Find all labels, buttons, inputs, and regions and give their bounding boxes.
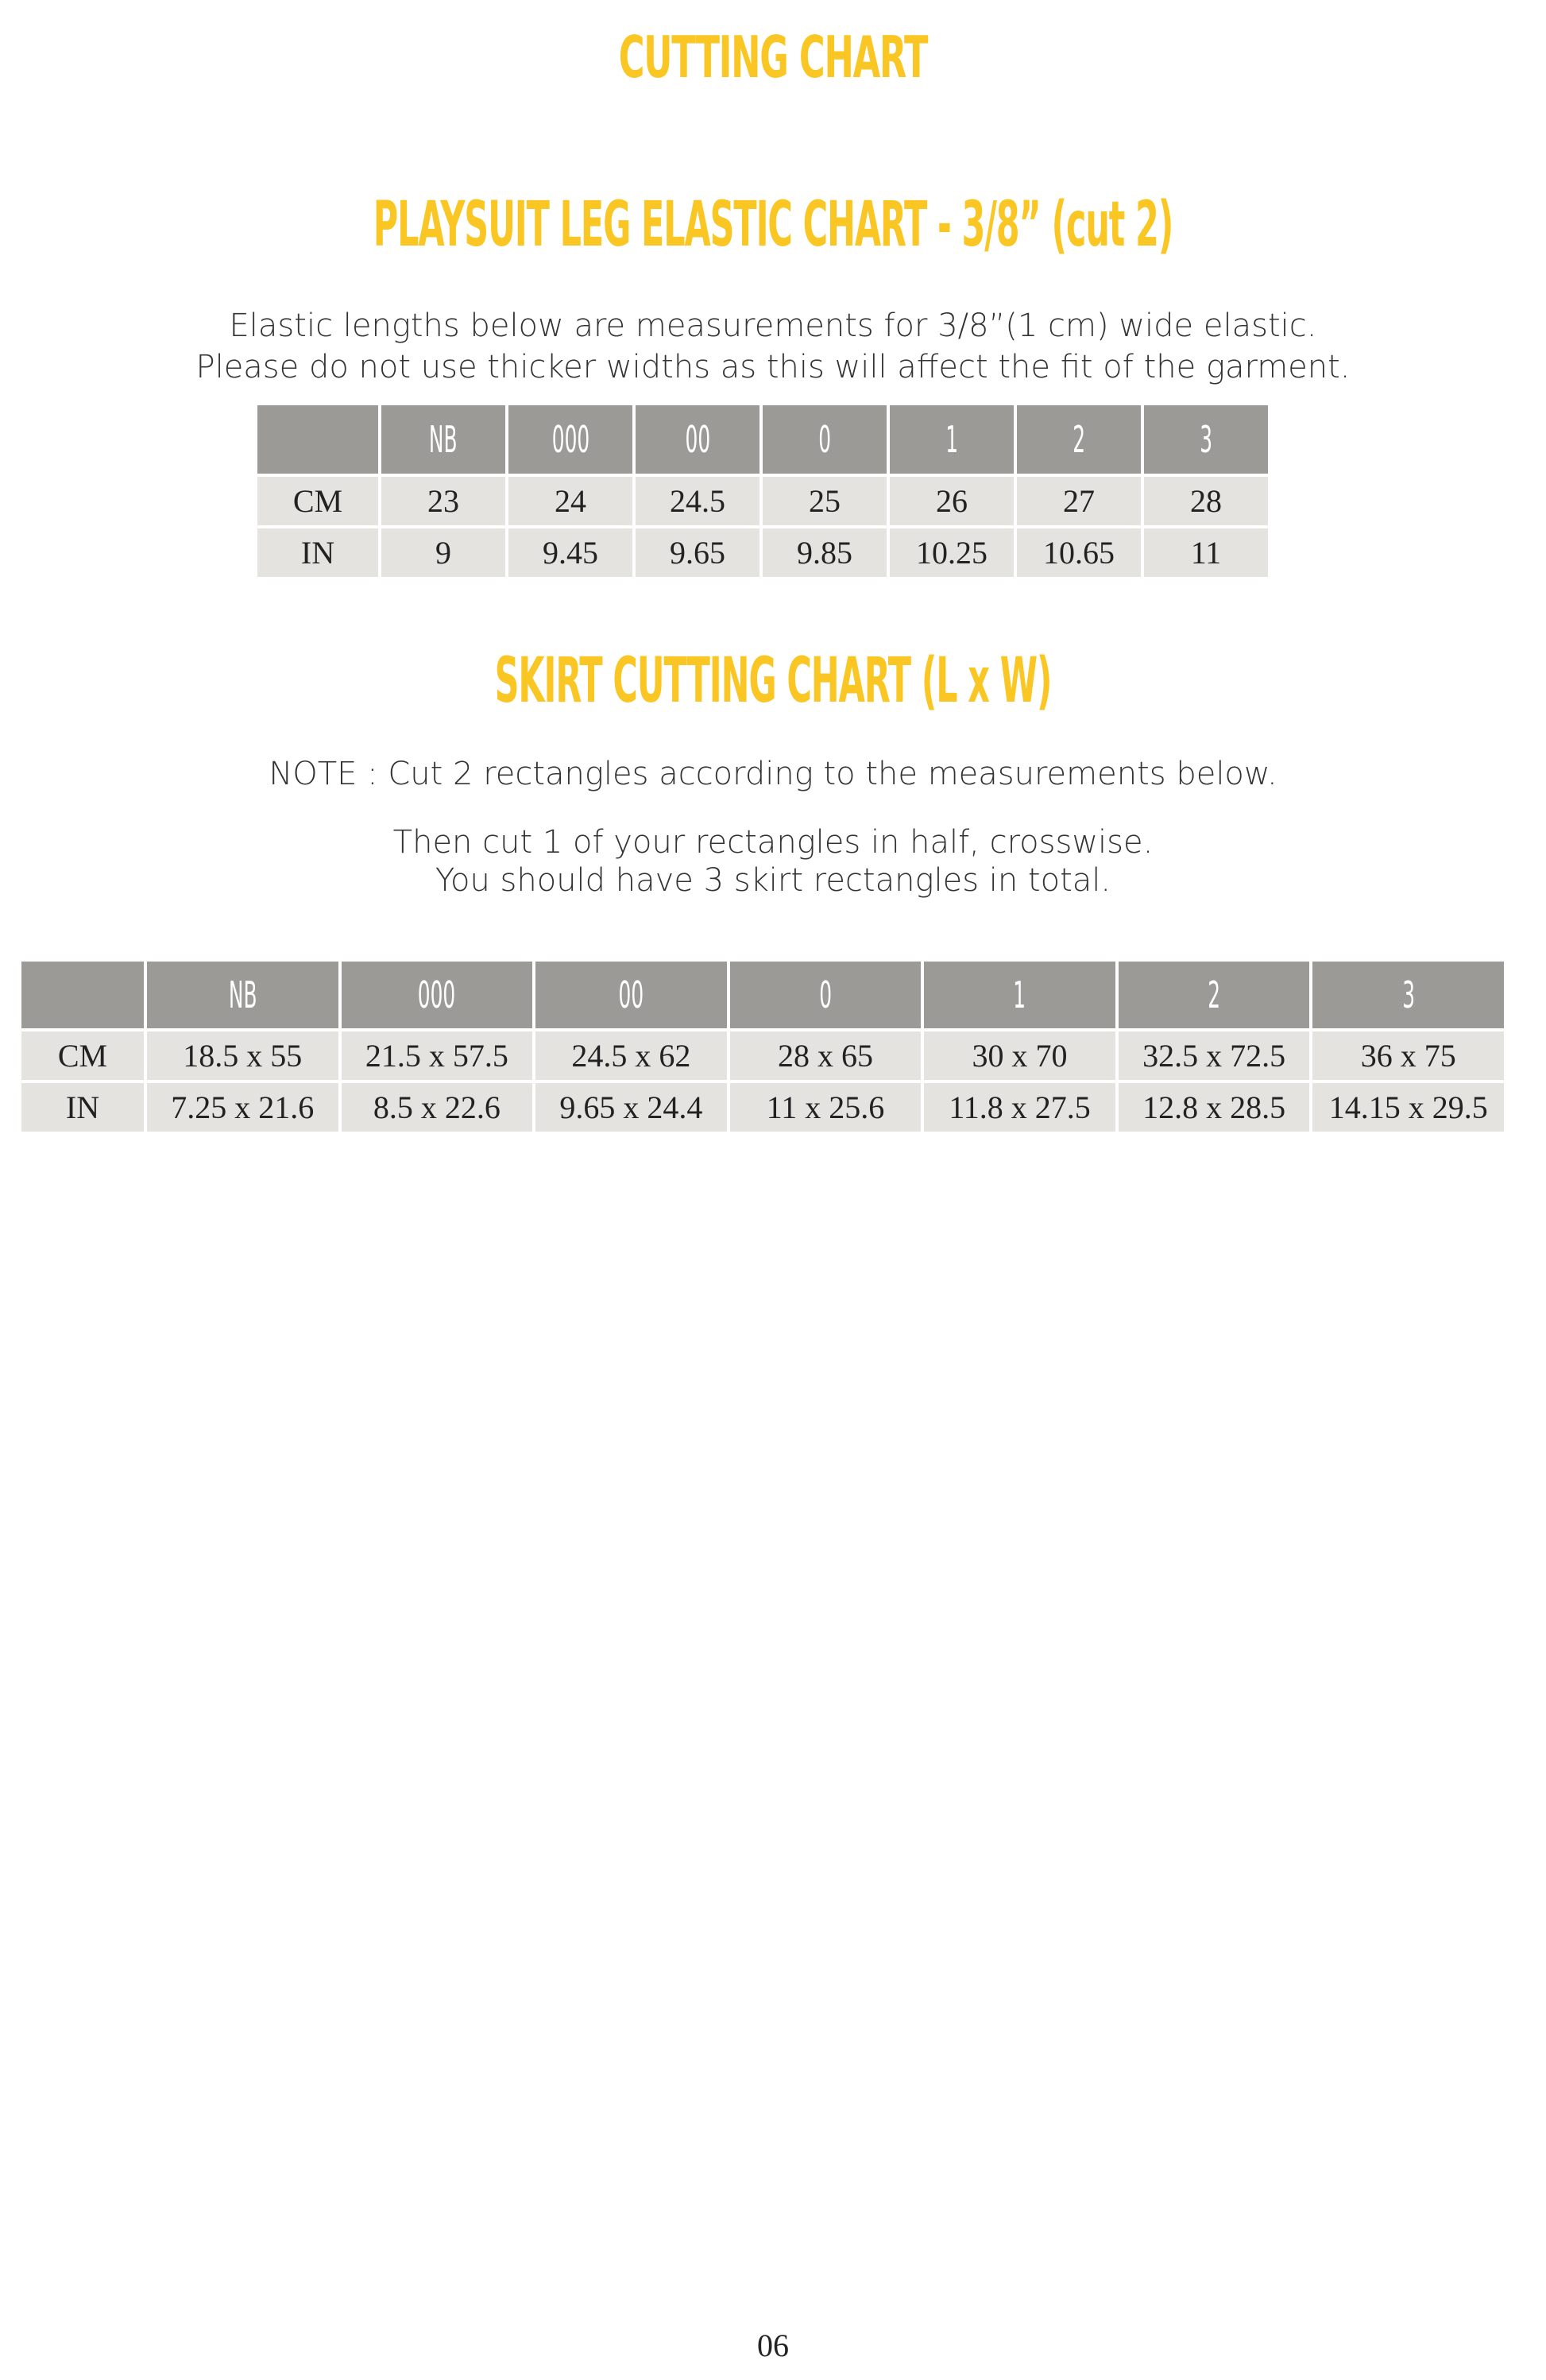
header-cell-size: 00 <box>535 962 727 1028</box>
table-cell: 24.5 <box>636 477 759 525</box>
table-header-row <box>21 962 1504 1028</box>
table-row <box>21 1031 1504 1080</box>
header-cell-size: 3 <box>1312 962 1504 1028</box>
table-cell: 11 <box>1144 528 1268 577</box>
table-cell: 30 x 70 <box>924 1031 1115 1080</box>
table-header-row <box>257 405 1268 474</box>
table-cell: 27 <box>1017 477 1141 525</box>
skirt-instruction-line: You should have 3 skirt rectangles in total. <box>435 862 1111 899</box>
skirt-instructions <box>0 823 1546 900</box>
header-cell-size: 000 <box>508 405 632 474</box>
elastic-chart-title: PLAYSUIT LEG ELASTIC CHART - 3/8” (cut 2) <box>373 189 1173 261</box>
skirt-instruction-line: Then cut 1 of your rectangles in half, crosswise. <box>392 824 1154 861</box>
header-cell-size: 00 <box>636 405 759 474</box>
skirt-chart-table <box>18 958 1507 1135</box>
table-cell: 9.65 x 24.4 <box>535 1083 727 1132</box>
page-number: 06 <box>757 2328 789 2363</box>
header-cell-size: NB <box>147 962 338 1028</box>
elastic-instruction-line: Please do not use thicker widths as this will affect the fit of the garment. <box>195 349 1351 385</box>
elastic-chart-table <box>254 402 1271 580</box>
table-cell: 11.8 x 27.5 <box>924 1083 1115 1132</box>
table-cell: 14.15 x 29.5 <box>1312 1083 1504 1132</box>
table-cell: 12.8 x 28.5 <box>1119 1083 1310 1132</box>
elastic-instruction-line: Elastic lengths below are measurements for 3/8”(1 cm) wide elastic. <box>229 308 1317 344</box>
header-cell-size: 3 <box>1144 405 1268 474</box>
row-label: CM <box>257 477 378 525</box>
row-label: IN <box>21 1083 144 1132</box>
table-cell: 36 x 75 <box>1312 1031 1504 1080</box>
table-cell: 32.5 x 72.5 <box>1119 1031 1310 1080</box>
table-cell: 18.5 x 55 <box>147 1031 338 1080</box>
table-cell: 11 x 25.6 <box>730 1083 922 1132</box>
skirt-chart-title: SKIRT CUTTING CHART (L x W) <box>494 645 1052 717</box>
header-cell-size: 1 <box>890 405 1014 474</box>
header-cell-empty <box>257 405 378 474</box>
table-cell: 9.45 <box>508 528 632 577</box>
table-cell: 7.25 x 21.6 <box>147 1083 338 1132</box>
header-cell-size: 000 <box>342 962 533 1028</box>
header-cell-size: 1 <box>924 962 1115 1028</box>
row-label: CM <box>21 1031 144 1080</box>
table-cell: 10.65 <box>1017 528 1141 577</box>
elastic-instructions <box>0 305 1546 388</box>
header-cell-size: 2 <box>1119 962 1310 1028</box>
table-row <box>21 1083 1504 1132</box>
skirt-note-line: NOTE : Cut 2 rectangles according to the measurements below. <box>269 756 1277 792</box>
table-cell: 28 x 65 <box>730 1031 922 1080</box>
table-cell: 8.5 x 22.6 <box>342 1083 533 1132</box>
skirt-note <box>0 753 1546 795</box>
table-cell: 21.5 x 57.5 <box>342 1031 533 1080</box>
table-cell: 26 <box>890 477 1014 525</box>
table-cell: 25 <box>763 477 887 525</box>
header-cell-empty <box>21 962 144 1028</box>
table-cell: 9 <box>381 528 505 577</box>
header-cell-size: 0 <box>763 405 887 474</box>
table-cell: 24.5 x 62 <box>535 1031 727 1080</box>
table-cell: 28 <box>1144 477 1268 525</box>
table-cell: 9.65 <box>636 528 759 577</box>
row-label: IN <box>257 528 378 577</box>
table-cell: 24 <box>508 477 632 525</box>
header-cell-size: 0 <box>730 962 922 1028</box>
table-row <box>257 528 1268 577</box>
page-title: CUTTING CHART <box>618 24 928 91</box>
header-cell-size: NB <box>381 405 505 474</box>
table-row <box>257 477 1268 525</box>
table-cell: 10.25 <box>890 528 1014 577</box>
table-cell: 9.85 <box>763 528 887 577</box>
table-cell: 23 <box>381 477 505 525</box>
header-cell-size: 2 <box>1017 405 1141 474</box>
